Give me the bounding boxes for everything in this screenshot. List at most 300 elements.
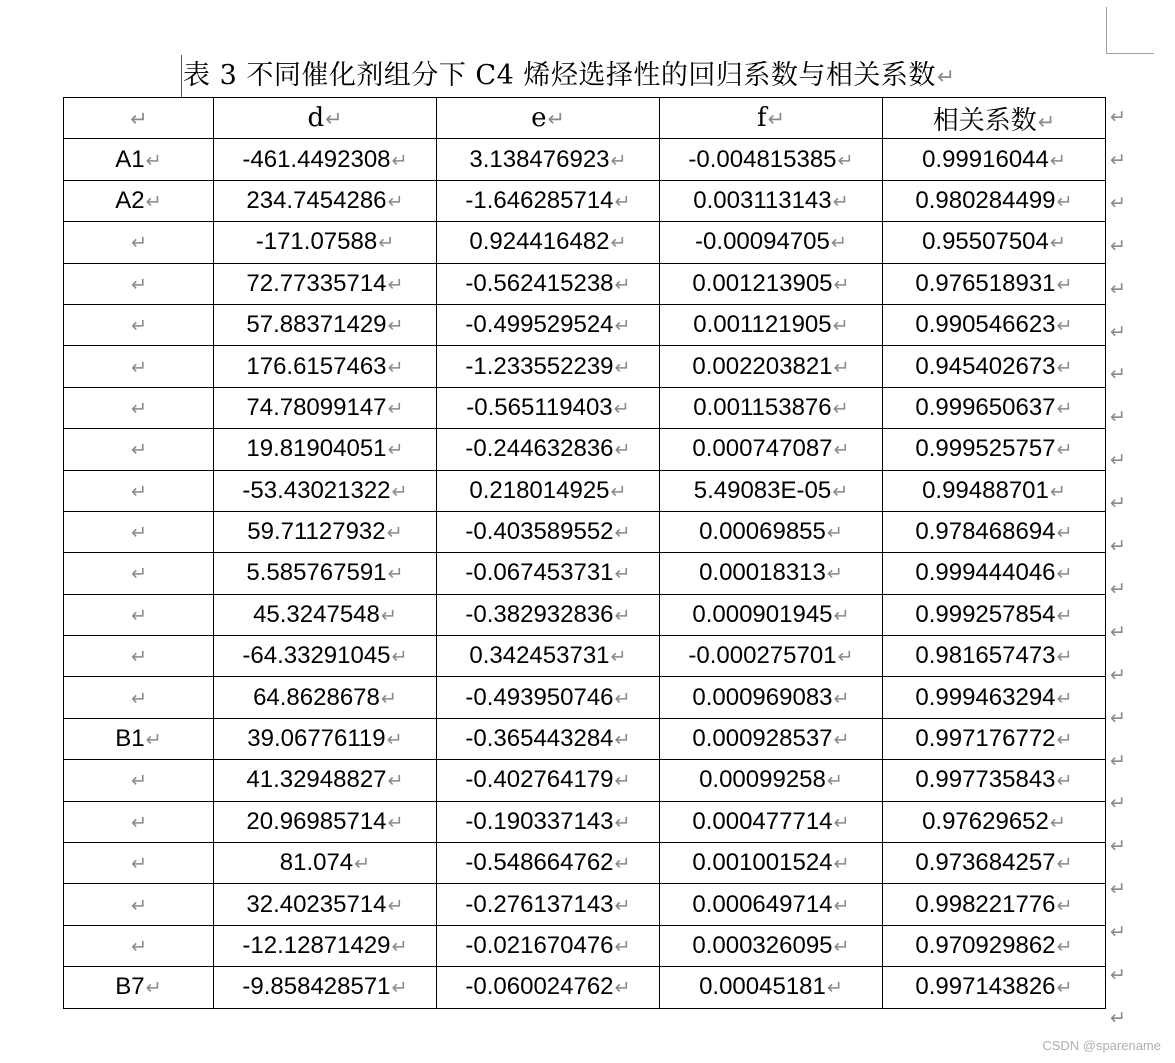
paragraph-mark-icon: ↵ [380,603,397,627]
paragraph-mark-icon: ↵ [130,810,148,834]
paragraph-mark-icon: ↵ [833,728,850,752]
paragraph-mark-icon: ↵ [130,852,148,876]
cell-f[interactable] [660,636,883,677]
row-end-mark-icon: ↵ [1110,1006,1126,1029]
table-row [64,801,1106,842]
row-end-mark-icon: ↵ [1110,320,1126,343]
paragraph-mark-icon: ↵ [145,189,162,213]
cell-f[interactable] [660,304,883,345]
paragraph-mark-icon: ↵ [833,603,850,627]
cell-text: 74.78099147 [246,393,387,421]
cell-label[interactable] [64,843,214,884]
paragraph-mark-icon: ↵ [130,438,148,462]
paragraph-mark-icon: ↵ [833,935,850,958]
paragraph-mark-icon: ↵ [767,107,786,132]
cell-r[interactable] [883,884,1106,925]
cell-f[interactable] [660,801,883,842]
cell-e[interactable] [437,718,660,759]
cell-text: 0.945402673 [915,352,1056,380]
cell-text: -0.244632836 [465,435,614,463]
cell-label[interactable] [64,677,214,718]
paragraph-mark-icon: ↵ [826,769,843,793]
table-row [64,346,1106,387]
cell-text: 0.95507504 [922,228,1049,256]
cell-text: e [531,103,547,134]
table-caption [183,56,955,96]
cell-r[interactable] [883,346,1106,387]
cell-text: -0.276137143 [465,890,614,918]
cell-text: 3.138476923 [469,145,610,173]
table-row [64,304,1106,345]
cell-text: -0.00094705 [695,228,830,256]
paragraph-mark-icon: ↵ [130,314,148,338]
paragraph-mark-icon: ↵ [936,65,956,90]
table-row [64,925,1106,966]
cell-d[interactable] [214,139,437,180]
cell-label[interactable] [64,967,214,1008]
paragraph-mark-icon: ↵ [614,728,631,752]
cell-label[interactable] [64,429,214,470]
paragraph-mark-icon: ↵ [1056,686,1073,710]
paragraph-mark-icon: ↵ [614,438,631,462]
cell-label[interactable] [64,222,214,263]
cell-f[interactable] [660,180,883,221]
paragraph-mark-icon: ↵ [1056,189,1073,213]
paragraph-mark-icon: ↵ [1049,810,1066,834]
paragraph-mark-icon: ↵ [1049,479,1066,503]
paragraph-mark-icon: ↵ [380,686,397,710]
table-row [64,429,1106,470]
cell-f[interactable] [660,263,883,304]
cell-text: -0.190337143 [465,807,614,835]
cell-e[interactable] [437,967,660,1008]
cell-text: f [756,103,767,134]
cell-d[interactable] [214,470,437,511]
cell-d[interactable] [214,304,437,345]
cell-d[interactable] [214,263,437,304]
cell-e[interactable] [437,553,660,594]
paragraph-mark-icon: ↵ [547,107,565,132]
paragraph-mark-icon: ↵ [614,189,631,213]
cell-f[interactable] [660,553,883,594]
cell-d[interactable] [214,346,437,387]
cell-text: 0.218014925 [469,476,610,504]
paragraph-mark-icon: ↵ [1056,893,1073,917]
cell-d[interactable] [214,387,437,428]
paragraph-mark-icon: ↵ [1056,396,1073,420]
cell-text: -0.493950746 [465,683,614,711]
paragraph-mark-icon: ↵ [387,314,404,338]
cell-text: 0.00045181 [699,973,826,1001]
paragraph-mark-icon: ↵ [387,893,404,917]
paragraph-mark-icon: ↵ [833,810,850,834]
cell-f[interactable] [660,677,883,718]
cell-r[interactable] [883,925,1106,966]
cell-f[interactable] [660,843,883,884]
cell-f[interactable] [660,470,883,511]
cell-d[interactable] [214,925,437,966]
cell-text: 45.3247548 [253,600,380,628]
paragraph-mark-icon: ↵ [614,893,631,917]
cell-label[interactable] [64,553,214,594]
cell-e[interactable] [437,387,660,428]
cell-label[interactable] [64,511,214,552]
cell-e[interactable] [437,760,660,801]
cell-text: -171.07588 [255,228,378,256]
cell-r[interactable] [883,139,1106,180]
cell-text: -461.4492308 [242,145,391,173]
table-row [64,594,1106,635]
paragraph-mark-icon: ↵ [387,769,404,793]
paragraph-mark-icon: ↵ [837,645,854,669]
cell-r[interactable] [883,801,1106,842]
row-end-mark-icon: ↵ [1110,749,1126,772]
cell-text: 0.924416482 [469,228,610,256]
cell-e[interactable] [437,884,660,925]
cell-e[interactable] [437,801,660,842]
cell-label[interactable] [64,636,214,677]
cell-r[interactable] [883,553,1106,594]
cell-text: -53.43021322 [242,476,391,504]
cell-r[interactable] [883,429,1106,470]
cell-f[interactable] [660,925,883,966]
cell-text: 0.002203821 [692,352,833,380]
cell-text: A1 [115,145,145,173]
table-row [64,636,1106,677]
paragraph-mark-icon: ↵ [387,562,404,586]
cell-text: -0.060024762 [465,973,614,1001]
cell-text: -1.646285714 [465,186,614,214]
cell-text: -0.402764179 [465,766,614,794]
paragraph-mark-icon: ↵ [391,976,408,1000]
cell-text: 32.40235714 [246,890,387,918]
cell-label[interactable] [64,925,214,966]
cell-text: 0.000747087 [692,435,833,463]
cell-text: 0.973684257 [915,849,1056,877]
cell-text: 0.000928537 [692,725,833,753]
cell-label[interactable] [64,387,214,428]
cell-d[interactable] [214,884,437,925]
cell-f[interactable] [660,387,883,428]
cell-r[interactable] [883,636,1106,677]
cell-text: 64.8628678 [253,683,380,711]
cell-r[interactable] [883,760,1106,801]
paragraph-mark-icon: ↵ [833,686,850,710]
cell-text: 0.00069855 [699,518,826,546]
cell-text: 39.06776119 [247,725,386,753]
paragraph-mark-icon: ↵ [354,852,371,876]
paragraph-mark-icon: ↵ [130,645,148,669]
cell-f[interactable] [660,429,883,470]
paragraph-mark-icon: ↵ [1056,645,1073,669]
cell-label[interactable] [64,884,214,925]
header-cell[interactable] [437,98,660,139]
paragraph-mark-icon: ↵ [130,231,148,255]
cell-e[interactable] [437,346,660,387]
paragraph-mark-icon: ↵ [387,396,404,420]
cell-r[interactable] [883,470,1106,511]
paragraph-mark-icon: ↵ [1056,935,1073,958]
paragraph-mark-icon: ↵ [614,355,631,379]
cell-d[interactable] [214,760,437,801]
cell-text: 0.978468694 [915,518,1056,546]
paragraph-mark-icon: ↵ [1056,314,1073,338]
table-row [64,139,1106,180]
cell-text: 57.88371429 [246,311,387,339]
cell-label[interactable] [64,594,214,635]
cell-text: 0.003113143 [693,186,832,214]
cell-r[interactable] [883,263,1106,304]
paragraph-mark-icon: ↵ [1049,231,1066,255]
header-row [64,98,1106,139]
paragraph-mark-icon: ↵ [1049,148,1066,172]
cell-r[interactable] [883,843,1106,884]
cell-d[interactable] [214,222,437,263]
table-row [64,967,1106,1008]
cell-text: 0.999463294 [915,683,1056,711]
header-cell[interactable] [883,98,1106,139]
paragraph-mark-icon: ↵ [1056,521,1073,545]
table-row [64,180,1106,221]
table-row [64,884,1106,925]
row-end-mark-icon: ↵ [1110,406,1126,429]
cell-f[interactable] [660,884,883,925]
header-cell[interactable] [214,98,437,139]
cell-text: 0.001001524 [692,849,833,877]
cell-text: -0.004815385 [688,145,837,173]
row-end-mark-icon: ↵ [1110,535,1126,557]
paragraph-mark-icon: ↵ [130,562,148,586]
header-cell[interactable] [64,98,214,139]
cell-d[interactable] [214,718,437,759]
cell-text: 0.980284499 [915,186,1056,214]
paragraph-mark-icon: ↵ [614,769,631,793]
cell-text: 0.00099258 [699,766,826,794]
row-end-mark-icon: ↵ [1110,964,1126,986]
cell-label[interactable] [64,139,214,180]
table-row [64,760,1106,801]
cell-label[interactable] [64,718,214,759]
cell-text: 20.96985714 [246,807,387,835]
cell-text: 0.000477714 [692,807,833,835]
page-corner-mark [1106,7,1154,54]
paragraph-mark-icon: ↵ [832,479,849,503]
cell-d[interactable] [214,429,437,470]
cell-e[interactable] [437,677,660,718]
cell-text: 0.001153876 [693,393,832,421]
paragraph-mark-icon: ↵ [833,272,850,296]
paragraph-mark-icon: ↵ [1056,355,1073,379]
paragraph-mark-icon: ↵ [130,935,148,958]
cell-f[interactable] [660,760,883,801]
paragraph-mark-icon: ↵ [610,645,627,669]
cell-text: 59.71127932 [247,518,386,546]
cell-e[interactable] [437,304,660,345]
cell-text: 0.97629652 [922,807,1049,835]
cell-label[interactable] [64,180,214,221]
cell-d[interactable] [214,843,437,884]
paragraph-mark-icon: ↵ [145,148,162,172]
cell-e[interactable] [437,222,660,263]
cell-text: 0.99488701 [922,476,1049,504]
cell-label[interactable] [64,760,214,801]
cell-f[interactable] [660,718,883,759]
cell-text: -0.499529524 [465,311,614,339]
cell-text: 0.999525757 [915,435,1056,463]
paragraph-mark-icon: ↵ [614,603,631,627]
cell-d[interactable] [214,180,437,221]
paragraph-mark-icon: ↵ [386,728,403,752]
cell-label[interactable] [64,304,214,345]
cell-e[interactable] [437,594,660,635]
paragraph-mark-icon: ↵ [614,314,631,338]
cell-text: 81.074 [279,849,354,877]
paragraph-mark-icon: ↵ [130,769,148,793]
cell-f[interactable] [660,967,883,1008]
paragraph-mark-icon: ↵ [610,231,627,255]
cell-text: -12.12871429 [242,932,391,959]
cell-text: 0.997143826 [915,973,1056,1001]
cell-text: -64.33291045 [242,642,391,670]
paragraph-mark-icon: ↵ [614,521,631,545]
row-end-mark-icon: ↵ [1110,449,1126,472]
cell-text: d [307,103,325,134]
cell-text: 0.342453731 [469,642,610,670]
row-end-mark-icon: ↵ [1110,878,1126,901]
cell-text: -0.382932836 [465,600,614,628]
paragraph-mark-icon: ↵ [610,479,627,503]
cell-d[interactable] [214,553,437,594]
cell-d[interactable] [214,636,437,677]
cell-r[interactable] [883,387,1106,428]
cell-e[interactable] [437,636,660,677]
paragraph-mark-icon: ↵ [130,521,148,545]
paragraph-mark-icon: ↵ [614,852,631,876]
cell-f[interactable] [660,139,883,180]
paragraph-mark-icon: ↵ [1056,976,1073,1000]
cell-text: 0.001121905 [693,311,832,339]
paragraph-mark-icon: ↵ [832,189,849,213]
cell-d[interactable] [214,511,437,552]
cell-e[interactable] [437,843,660,884]
paragraph-mark-icon: ↵ [614,686,631,710]
row-end-mark-icon: ↵ [1110,835,1126,858]
row-end-mark-icon: ↵ [1110,363,1126,386]
cell-e[interactable] [437,925,660,966]
cell-text: 0.00018313 [699,559,826,587]
cell-r[interactable] [883,718,1106,759]
cell-e[interactable] [437,470,660,511]
cell-text: 0.000326095 [692,932,833,959]
cell-label[interactable] [64,263,214,304]
cell-text: 19.81904051 [246,435,387,463]
cell-f[interactable] [660,346,883,387]
cell-text: 0.999650637 [915,393,1056,421]
cell-text: 5.585767591 [246,559,387,587]
paragraph-mark-icon: ↵ [833,852,850,876]
cell-r[interactable] [883,180,1106,221]
cell-text: 0.981657473 [915,642,1056,670]
cell-d[interactable] [214,801,437,842]
cell-r[interactable] [883,594,1106,635]
table-row [64,222,1106,263]
header-cell[interactable] [660,98,883,139]
cell-text: B1 [115,725,145,753]
cell-e[interactable] [437,180,660,221]
cell-f[interactable] [660,511,883,552]
paragraph-mark-icon: ↵ [1056,562,1073,586]
cell-e[interactable] [437,139,660,180]
cell-text: -1.233552239 [465,352,614,380]
cell-r[interactable] [883,222,1106,263]
row-end-mark-icon: ↵ [1110,577,1126,600]
paragraph-mark-icon: ↵ [387,438,404,462]
paragraph-mark-icon: ↵ [378,231,395,255]
row-end-mark-icon: ↵ [1110,191,1126,214]
row-end-mark-icon: ↵ [1110,620,1126,643]
paragraph-mark-icon: ↵ [387,189,404,213]
watermark: CSDN @sparename [1042,1038,1161,1053]
paragraph-mark-icon: ↵ [130,686,148,710]
cell-label[interactable] [64,801,214,842]
paragraph-mark-icon: ↵ [387,810,404,834]
cell-d[interactable] [214,967,437,1008]
paragraph-mark-icon: ↵ [610,148,627,172]
cell-r[interactable] [883,677,1106,718]
paragraph-mark-icon: ↵ [830,231,847,255]
cell-text: -9.858428571 [242,973,391,1001]
cell-text: -0.067453731 [465,559,614,587]
cell-label[interactable] [64,470,214,511]
cell-e[interactable] [437,429,660,470]
cell-text: -0.562415238 [465,269,614,297]
row-end-mark-icon: ↵ [1110,106,1126,128]
paragraph-mark-icon: ↵ [325,107,343,132]
paragraph-mark-icon: ↵ [391,479,408,503]
cell-text: 0.999257854 [915,600,1056,628]
paragraph-mark-icon: ↵ [386,521,403,545]
cell-d[interactable] [214,594,437,635]
caption-text: 表 3 不同催化剂组分下 C4 烯烃选择性的回归系数与相关系数 [183,60,936,91]
paragraph-mark-icon: ↵ [130,479,148,503]
table-row [64,718,1106,759]
paragraph-mark-icon: ↵ [614,272,631,296]
cell-e[interactable] [437,263,660,304]
cell-d[interactable] [214,677,437,718]
cell-r[interactable] [883,967,1106,1008]
table-row [64,843,1106,884]
cell-text: 0.000901945 [692,600,833,628]
cell-label[interactable] [64,346,214,387]
regression-table [63,97,1106,1009]
cell-text: 234.7454286 [246,186,387,214]
table-row [64,263,1106,304]
cell-text: 72.77335714 [246,269,387,297]
cell-r[interactable] [883,304,1106,345]
paragraph-mark-icon: ↵ [832,314,849,338]
cell-e[interactable] [437,511,660,552]
paragraph-mark-icon: ↵ [833,893,850,917]
cell-f[interactable] [660,222,883,263]
paragraph-mark-icon: ↵ [614,976,631,1000]
paragraph-mark-icon: ↵ [1056,603,1073,627]
paragraph-mark-icon: ↵ [391,935,408,958]
row-end-mark-icon: ↵ [1110,148,1126,171]
paragraph-mark-icon: ↵ [1037,109,1056,134]
table-row [64,387,1106,428]
cell-r[interactable] [883,511,1106,552]
cell-f[interactable] [660,594,883,635]
